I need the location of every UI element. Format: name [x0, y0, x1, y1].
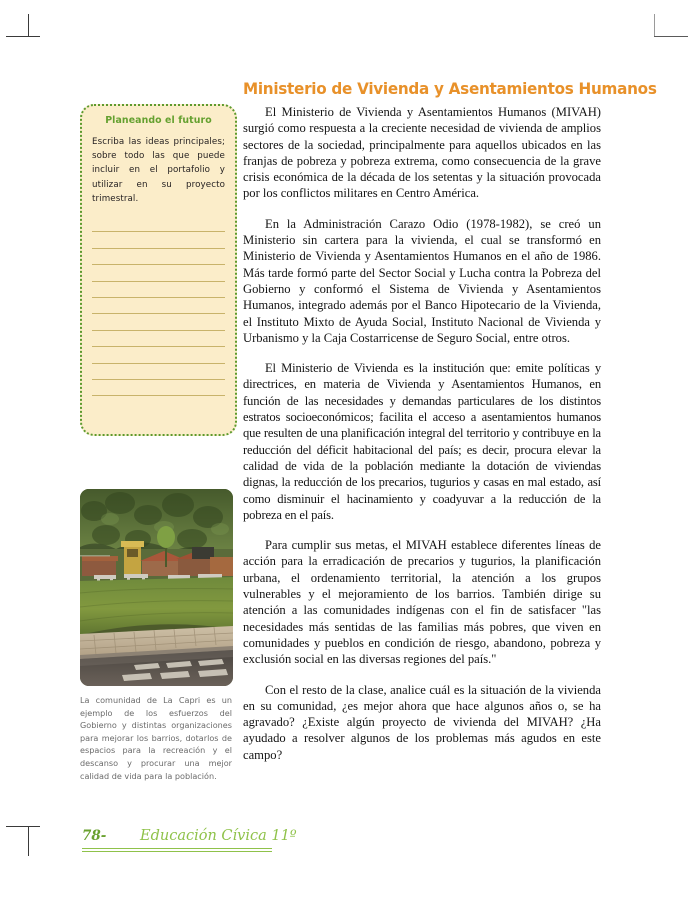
footer-page-number: 78- — [82, 828, 107, 844]
left-sidebar-column — [80, 104, 237, 782]
writing-line[interactable] — [92, 282, 225, 298]
crop-mark-bottom-left — [6, 826, 66, 886]
planner-activity-box — [80, 104, 237, 436]
writing-line[interactable] — [92, 380, 225, 396]
page-title: Ministerio de Vivienda y Asentamientos Humanos — [243, 78, 657, 98]
writing-line[interactable] — [92, 249, 225, 265]
crop-mark-top-left — [6, 14, 66, 74]
photo-caption: La comunidad de La Capri es un ejemplo de los esfuerzos del Gobierno y distintas organizaciones para mejorar los barrios, dotarlos de espacios para la recreación y el descanso y procurar una mejor calidad de vida para la población. — [80, 695, 232, 781]
planner-box-title: Planeando el futuro — [105, 115, 212, 126]
writing-line[interactable] — [92, 265, 225, 281]
article-body — [243, 104, 601, 777]
community-photo — [80, 489, 233, 686]
footer-subject-title: Educación Cívica 11º — [140, 828, 297, 844]
body-paragraph: Para cumplir sus metas, el MIVAH establece diferentes líneas de acción para la erradicación de precarios y tugurios, la planificación urbana, el ordenamiento territorial, la atención a los grupos vulnerables y el mejoramiento de los barrios. También dirige su atención a las comunidades indígenas con el fin de satisfacer "las necesidades más sentidas de las familias más pobres, que viven en comunidades y pueblos en condición de riesgo, abandono, pobreza y exclusión social en las diversas regiones del país." — [243, 538, 601, 667]
planner-writing-lines[interactable] — [92, 216, 225, 396]
page-footer — [82, 828, 312, 858]
body-paragraph: El Ministerio de Vivienda y Asentamientos Humanos (MIVAH) surgió como respuesta a la creciente necesidad de vivienda de amplios sectores de la sociedad, principalmente para aquellos ubicados en las franjas de pobreza y pobreza extrema, como consecuencia de la grave crisis económica de la década de los setentas y la situación provocada por los conflictos militares en Centro América. — [243, 105, 601, 201]
footer-rule-lower — [82, 851, 272, 852]
footer-rule-upper — [82, 848, 272, 849]
body-paragraph: Con el resto de la clase, analice cuál es la situación de la vivienda en su comunidad, ¿es mejor ahora que hace algunos años o, se ha agravado? ¿Existe algún proyecto de vivienda del MIVAH? ¿Ha ayudado a resolver algunos de los problemas más agudos en este campo? — [243, 682, 601, 762]
writing-line[interactable] — [92, 232, 225, 248]
body-paragraph: El Ministerio de Vivienda es la institución que: emite políticas y directrices, en materia de Vivienda y Asentamientos Humanos, en función de las necesidades y demandas particulares de los distintos estratos socioeconómicos; facilita el acceso a asentamientos humanos que resulten de una planificación integral del territorio y contribuye en la reducción del déficit habitacional del país; es decir, procura elevar la calidad de vida de la población mediante la dotación de viviendas dignas, la reducción de los precarios, tugurios y casas en mal estado, así como disminuir el hacinamiento y coadyuvar a la reducción de la pobreza en el país. — [243, 361, 601, 522]
community-photo-image — [80, 489, 233, 686]
writing-line[interactable] — [92, 298, 225, 314]
writing-line[interactable] — [92, 364, 225, 380]
crop-mark-top-right — [630, 14, 690, 74]
writing-line[interactable] — [92, 347, 225, 363]
writing-line[interactable] — [92, 331, 225, 347]
planner-box-instructions: Escriba las ideas principales; sobre todo las que puede incluir en el portafolio y utilizar en su proyecto trimestral. — [92, 137, 225, 204]
writing-line[interactable] — [92, 216, 225, 232]
writing-line[interactable] — [92, 314, 225, 330]
body-paragraph: En la Administración Carazo Odio (1978-1982), se creó un Ministerio sin cartera para la vivienda, el cual se transformó en Ministerio de Vivienda y Asentamientos Humanos en el año de 1986. Más tarde formó parte del Sector Social y Lucha contra la Pobreza del Gobierno y conformó el Sistema de Vivienda y Asentamientos Humanos, integrado además por el Banco Hipotecario de la Vivienda, el Instituto Mixto de Ayuda Social, Instituto Nacional de Vivienda y Urbanismo y la Caja Costarricense de Seguro Social, entre otros. — [243, 216, 601, 345]
